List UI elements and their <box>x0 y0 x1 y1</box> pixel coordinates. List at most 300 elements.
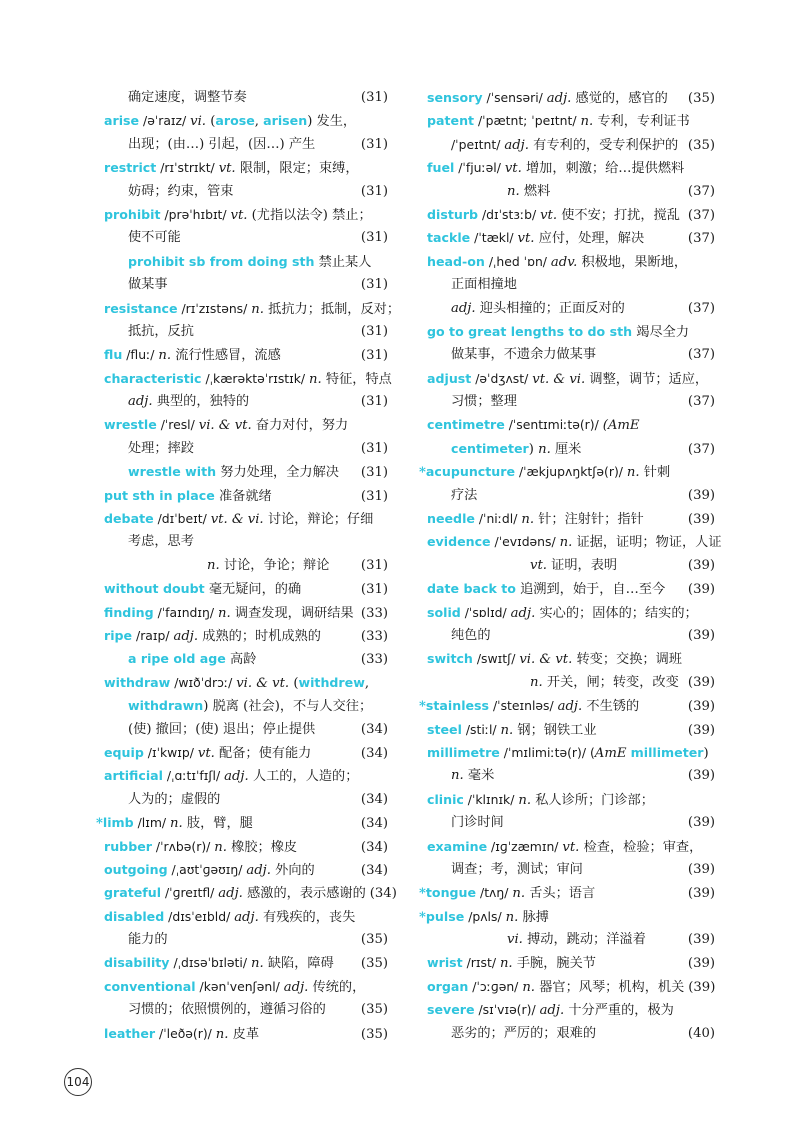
entry-text <box>419 881 684 905</box>
glossary-line <box>104 998 388 1021</box>
definition: 手腕，腕关节 <box>512 956 596 972</box>
part-of-speech: vt. & vi. <box>210 512 264 528</box>
part-of-speech: n. <box>521 512 535 528</box>
definition: ( <box>289 675 299 691</box>
part-of-speech: n. <box>251 301 264 317</box>
entry-text <box>104 1022 357 1046</box>
page-reference: (39) <box>687 699 715 715</box>
definition: 增加，刺激；给…提供燃料 <box>521 161 685 177</box>
phonetic: /ˈfaɪndɪŋ/ <box>153 604 218 620</box>
star-marker: * <box>419 699 426 715</box>
glossary-line <box>104 764 388 787</box>
headword: tongue <box>425 885 477 901</box>
definition: 竭尽全力 <box>632 324 690 340</box>
definition: 针；注射针；指针 <box>534 512 644 528</box>
part-of-speech: n. <box>207 557 220 573</box>
entry-text <box>427 250 711 274</box>
page-reference: (31) <box>360 90 388 105</box>
definition: (使) 撤回；(使) 退出；停止提供 <box>128 721 316 737</box>
definition: 追溯到，始于，自…至今 <box>515 582 666 598</box>
definition: 考虑，思考 <box>128 534 194 550</box>
glossary-line <box>104 437 388 460</box>
headword: needle <box>427 511 475 527</box>
page-reference: (35) <box>360 932 388 948</box>
glossary-line <box>104 835 388 858</box>
entry-text <box>128 998 357 1021</box>
glossary-line <box>427 226 715 249</box>
definition: 不生锈的 <box>582 699 640 715</box>
glossary-line <box>104 133 388 156</box>
page-reference: (34) <box>360 816 388 832</box>
page-reference: (31) <box>360 465 388 481</box>
headword: switch <box>427 651 473 667</box>
glossary-line <box>427 647 715 670</box>
page-reference: (33) <box>360 605 388 621</box>
definition: ) <box>703 745 709 761</box>
entry-text <box>427 998 711 1022</box>
page-reference: (31) <box>360 394 388 410</box>
headword: finding <box>104 604 154 620</box>
entry-text <box>128 273 357 296</box>
page-reference: (39) <box>687 886 715 902</box>
phonetic: /ˈɡreɪtfl/ <box>161 885 219 901</box>
page-reference: (31) <box>360 582 388 598</box>
part-of-speech: n. <box>158 348 172 364</box>
glossary-line <box>104 460 388 483</box>
phonetic: /ˈsensəri/ <box>482 90 547 105</box>
phonetic: /ˈpætnt; ˈpeɪtnt/ <box>474 113 581 129</box>
definition: 典型的，独特的 <box>152 394 250 410</box>
definition: 肢，臂，腿 <box>182 816 253 832</box>
part-of-speech: n. <box>250 956 264 972</box>
part-of-speech: adj. <box>546 91 572 106</box>
glossary-line <box>427 86 715 109</box>
part-of-speech: adj. <box>234 909 259 925</box>
glossary-line <box>104 624 388 647</box>
left-column <box>96 86 401 1045</box>
entry-text <box>427 601 711 625</box>
part-of-speech: n. <box>512 886 526 902</box>
entry-text <box>128 788 357 811</box>
glossary-line <box>104 975 388 998</box>
headword: put sth in place <box>104 487 215 503</box>
definition: ) <box>528 441 539 457</box>
page-reference: (39) <box>687 674 715 690</box>
headword: adjust <box>427 370 472 386</box>
headword: arisen <box>263 113 308 129</box>
definition: 妨碍；约束，管束 <box>128 183 234 199</box>
definition: ( <box>206 114 216 130</box>
entry-text <box>427 788 711 812</box>
phonetic: /pʌls/ <box>464 908 506 924</box>
definition: 专利，专利证书 <box>593 114 690 130</box>
definition: 人为的；虚假的 <box>128 791 221 807</box>
definition: 缺陷，障碍 <box>263 956 334 972</box>
glossary-line <box>104 507 388 530</box>
glossary-line <box>104 554 388 577</box>
part-of-speech: adj. <box>128 394 153 410</box>
phonetic: /ˌaʊtˈɡəʊɪŋ/ <box>167 861 247 877</box>
glossary-line <box>104 1022 388 1045</box>
glossary-line <box>427 320 715 343</box>
page-reference: (35) <box>360 1002 388 1018</box>
definition: 检查，检验；审查， <box>579 839 703 855</box>
headword: withdraw <box>104 674 171 690</box>
definition: 器官；风琴；机构，机关 <box>535 979 685 995</box>
definition: 调整，调节；适应， <box>585 371 709 387</box>
glossary-line <box>104 297 401 320</box>
glossary-line <box>427 554 715 577</box>
part-of-speech: vi. <box>190 114 207 130</box>
entry-text <box>451 343 684 366</box>
entry-text <box>451 273 711 296</box>
glossary-line <box>427 203 715 226</box>
headword: examine <box>427 838 488 854</box>
phonetic: /əˈdʒʌst/ <box>471 370 533 386</box>
part-of-speech: vi. & vt. <box>519 652 573 668</box>
definition: 感激的，表示感谢的 <box>242 886 366 902</box>
part-of-speech: vi. & vt. <box>198 418 252 434</box>
page-reference: (37) <box>687 441 715 457</box>
headword: outgoing <box>104 861 168 877</box>
definition: , <box>364 675 370 691</box>
headword: wrist <box>427 955 463 971</box>
entry-text <box>104 484 357 508</box>
entry-text <box>128 718 357 741</box>
entry-text <box>419 694 684 718</box>
headword: organ <box>427 978 469 994</box>
part-of-speech: vt. <box>504 161 522 177</box>
phonetic: /ˈresl/ <box>156 417 199 433</box>
definition: 调查发现，调研结果 <box>230 605 354 621</box>
part-of-speech: adj. <box>539 1003 565 1019</box>
entry-text <box>104 858 357 882</box>
definition: 有残疾的，丧失 <box>258 909 356 925</box>
headword: withdrawn <box>128 698 204 714</box>
part-of-speech: adj. <box>510 605 536 621</box>
glossary-line <box>427 764 715 787</box>
definition: 人工的，人造的； <box>248 769 359 785</box>
entry-text <box>128 694 384 718</box>
definition: 燃料 <box>519 183 551 199</box>
phonetic: /ˌdɪsəˈbɪləti/ <box>169 955 251 971</box>
entry-text <box>104 671 384 695</box>
headword: fuel <box>427 160 455 176</box>
phonetic: /raɪp/ <box>132 627 174 643</box>
headword: arose <box>215 113 255 129</box>
part-of-speech: n. <box>538 441 551 457</box>
headword: centimetre <box>427 417 505 433</box>
entry-text <box>427 647 711 671</box>
part-of-speech: adv. <box>550 254 578 270</box>
part-of-speech: adj. <box>283 979 309 995</box>
definition: 针刺 <box>639 465 671 481</box>
part-of-speech: vt. <box>218 161 236 177</box>
entry-text <box>128 133 357 156</box>
page-reference: (33) <box>360 628 388 644</box>
definition: 讨论，辩论；仔细 <box>263 512 374 528</box>
headword: tackle <box>427 230 471 246</box>
glossary-line <box>104 741 388 764</box>
headword: stainless <box>425 698 490 714</box>
page-reference: (39) <box>687 557 715 573</box>
glossary-line <box>427 624 715 647</box>
glossary-line <box>104 367 392 390</box>
definition: 奋力对付，努力 <box>251 418 349 434</box>
phonetic: /rɪst/ <box>462 955 500 971</box>
part-of-speech: adj. <box>246 862 271 878</box>
headword: conventional <box>104 978 196 994</box>
headword: acupuncture <box>425 464 515 480</box>
glossary-line <box>427 413 715 436</box>
phonetic: /rɪˈzɪstəns/ <box>177 300 252 316</box>
glossary-line <box>427 718 715 741</box>
definition: 处理；摔跤 <box>128 440 194 456</box>
glossary-line <box>427 250 715 273</box>
page-reference: (35) <box>687 91 715 106</box>
entry-text <box>128 460 357 484</box>
headword: disabled <box>104 908 165 924</box>
glossary-line <box>104 203 388 226</box>
entry-text <box>104 905 384 929</box>
entry-text <box>104 507 384 531</box>
part-of-speech: n. <box>218 605 231 621</box>
page-reference: (39) <box>687 815 715 831</box>
definition: ) 脱离 (社会)，不与人交往； <box>203 699 373 715</box>
glossary-line <box>104 718 388 741</box>
glossary-line <box>104 109 388 132</box>
headword: millimeter <box>630 744 704 760</box>
phonetic: /ˈɔːɡən/ <box>468 978 523 994</box>
entry-text <box>128 390 357 413</box>
part-of-speech: adj. <box>504 137 529 153</box>
glossary-line <box>104 226 388 249</box>
part-of-speech: vi. & vt. <box>236 675 290 691</box>
definition: 门诊时间 <box>451 815 504 831</box>
phonetic: /tʌŋ/ <box>476 885 513 901</box>
part-of-speech: adj. <box>557 699 583 715</box>
definition: (尤指以法令) 禁止； <box>247 207 372 223</box>
headword: solid <box>427 604 461 620</box>
entry-text <box>427 413 711 437</box>
entry-text <box>427 156 711 180</box>
entry-text <box>530 554 684 577</box>
page-reference: (35) <box>687 137 715 153</box>
entry-text <box>128 647 357 671</box>
phonetic: /fluː/ <box>122 347 159 363</box>
glossary-line <box>104 647 388 670</box>
page-reference: (34) <box>360 839 388 855</box>
glossary-line <box>104 390 388 413</box>
headword: grateful <box>104 885 162 901</box>
page-reference: (31) <box>360 348 388 364</box>
definition: 私人诊所；门诊部； <box>531 792 654 808</box>
headword: leather <box>104 1025 156 1041</box>
definition: 使不可能 <box>128 230 181 246</box>
glossary-line <box>427 109 715 132</box>
definition: 疗法 <box>451 487 478 503</box>
headword: pulse <box>425 908 465 924</box>
headword: a ripe old age <box>128 651 226 667</box>
page-reference: (37) <box>687 300 715 316</box>
headword: sensory <box>427 90 483 105</box>
entry-text <box>451 297 684 320</box>
phonetic: /ˈsteɪnləs/ <box>489 698 558 714</box>
definition: , <box>254 114 264 130</box>
page-reference: (34) <box>369 886 397 902</box>
page-reference: (39) <box>687 768 715 784</box>
glossary-line <box>427 975 715 998</box>
glossary-line <box>427 928 715 951</box>
page-reference: (31) <box>360 277 388 293</box>
phonetic: /ˈklɪnɪk/ <box>463 791 519 807</box>
entry-text <box>530 671 684 694</box>
definition: 能力的 <box>128 932 168 948</box>
entry-text <box>427 741 711 765</box>
page-reference: (31) <box>360 230 388 246</box>
page-reference: (31) <box>360 488 388 504</box>
page-number: 104 <box>64 1068 92 1096</box>
entry-text <box>427 226 684 250</box>
glossary-line <box>427 507 715 530</box>
phonetic: /swɪtʃ/ <box>472 651 520 667</box>
page-reference: (39) <box>688 979 716 995</box>
headword: severe <box>427 1002 475 1018</box>
definition: 配备；使有能力 <box>214 745 312 761</box>
star-marker: * <box>419 886 426 902</box>
headword: debate <box>104 511 154 527</box>
page-reference: (37) <box>687 183 715 199</box>
entry-text <box>427 577 684 601</box>
headword: head-on <box>427 253 485 269</box>
page-reference: (37) <box>687 394 715 410</box>
definition: 讨论，争论；辩论 <box>219 557 330 573</box>
definition: 习惯的；依照惯例的，遵循习俗的 <box>128 1002 326 1018</box>
entry-text <box>451 390 684 413</box>
definition: 抵抗，反抗 <box>128 323 194 339</box>
glossary-line <box>104 250 388 273</box>
glossary-line <box>104 694 388 717</box>
entry-text <box>451 858 684 881</box>
definition: 积极地，果断地， <box>577 254 688 270</box>
part-of-speech: vi. <box>507 932 523 948</box>
glossary-line <box>427 390 715 413</box>
part-of-speech: n. <box>215 1026 229 1042</box>
glossary-line <box>96 811 388 834</box>
definition: 脉搏 <box>518 909 549 925</box>
entry-text <box>104 881 366 905</box>
page-reference: (39) <box>687 487 715 503</box>
entry-text <box>451 1022 684 1045</box>
definition: 传统的， <box>308 979 366 995</box>
part-of-speech: n. <box>626 465 640 481</box>
entry-text <box>104 297 400 321</box>
glossary-line <box>427 671 715 694</box>
glossary-line <box>104 928 388 951</box>
glossary-line <box>419 905 715 928</box>
entry-text <box>419 905 711 929</box>
glossary-line <box>427 835 715 858</box>
definition: 证据，证明；物证，人证 <box>572 535 722 551</box>
phonetic: /lɪm/ <box>133 815 171 831</box>
star-marker: * <box>419 465 426 481</box>
definition: 橡胶；橡皮 <box>226 839 298 855</box>
phonetic: /wɪðˈdrɔː/ <box>170 674 237 690</box>
entry-text <box>128 928 357 951</box>
entry-text <box>427 109 711 133</box>
page-reference: (39) <box>687 627 715 643</box>
definition: 毫米 <box>463 768 495 784</box>
phonetic: /dɪsˈeɪbld/ <box>164 908 235 924</box>
phonetic: /ˈsentɪmiːtə(r)/ <box>504 417 603 433</box>
definition: 纯色的 <box>451 627 491 643</box>
glossary-line <box>427 998 715 1021</box>
page-reference: (34) <box>360 862 388 878</box>
definition: 十分严重的，极为 <box>564 1003 674 1019</box>
page-reference: (35) <box>360 956 388 972</box>
entry-text <box>104 741 357 765</box>
entry-text <box>104 951 357 975</box>
entry-text <box>104 601 357 625</box>
part-of-speech: adj. <box>451 300 476 316</box>
glossary-line <box>104 951 388 974</box>
part-of-speech: vt. <box>562 839 580 855</box>
glossary-line <box>427 951 715 974</box>
page-reference: (35) <box>360 1026 388 1042</box>
definition: 毫无疑问，的确 <box>204 582 302 598</box>
page-reference: (39) <box>687 861 715 877</box>
headword: go to great lengths to do sth <box>427 323 633 339</box>
definition: 感觉的，感官的 <box>571 91 668 106</box>
part-of-speech: n. <box>507 183 520 199</box>
headword: patent <box>427 113 475 129</box>
entry-text <box>427 975 684 999</box>
page-reference: (39) <box>687 956 715 972</box>
entry-text <box>427 951 684 975</box>
glossary-line <box>427 437 715 460</box>
definition: 有专利的，受专利保护的 <box>528 137 679 153</box>
headword: disability <box>104 955 170 971</box>
part-of-speech: n. <box>559 535 573 551</box>
phonetic: /ˌhed ˈɒn/ <box>484 253 551 269</box>
entry-text <box>104 764 384 788</box>
part-of-speech: adj. <box>218 886 243 902</box>
entry-text <box>451 484 684 507</box>
glossary-line <box>104 530 388 553</box>
entry-text <box>507 928 684 951</box>
page-reference: (37) <box>687 231 715 247</box>
headword: wrestle <box>104 417 157 433</box>
entry-text <box>104 413 384 437</box>
glossary-line <box>104 413 388 436</box>
glossary-line <box>427 601 715 624</box>
phonetic: /əˈraɪz/ <box>139 113 191 129</box>
definition: 抵抗力；抵制，反对； <box>263 301 401 317</box>
definition: 高龄 <box>225 652 257 668</box>
definition: 流行性感冒，流感 <box>171 348 281 364</box>
phonetic: /ˌkærəktəˈrɪstɪk/ <box>201 370 310 386</box>
page-reference: (33) <box>360 652 388 668</box>
page-reference: (31) <box>360 323 388 339</box>
glossary-line <box>104 86 388 109</box>
phonetic: /stiːl/ <box>461 721 501 737</box>
definition: 特征，特点 <box>321 371 392 387</box>
part-of-speech: n. <box>505 909 519 925</box>
part-of-speech: n. <box>580 114 594 130</box>
entry-text <box>104 624 357 648</box>
part-of-speech: vt. <box>517 231 535 247</box>
page-reference: (31) <box>360 136 388 152</box>
